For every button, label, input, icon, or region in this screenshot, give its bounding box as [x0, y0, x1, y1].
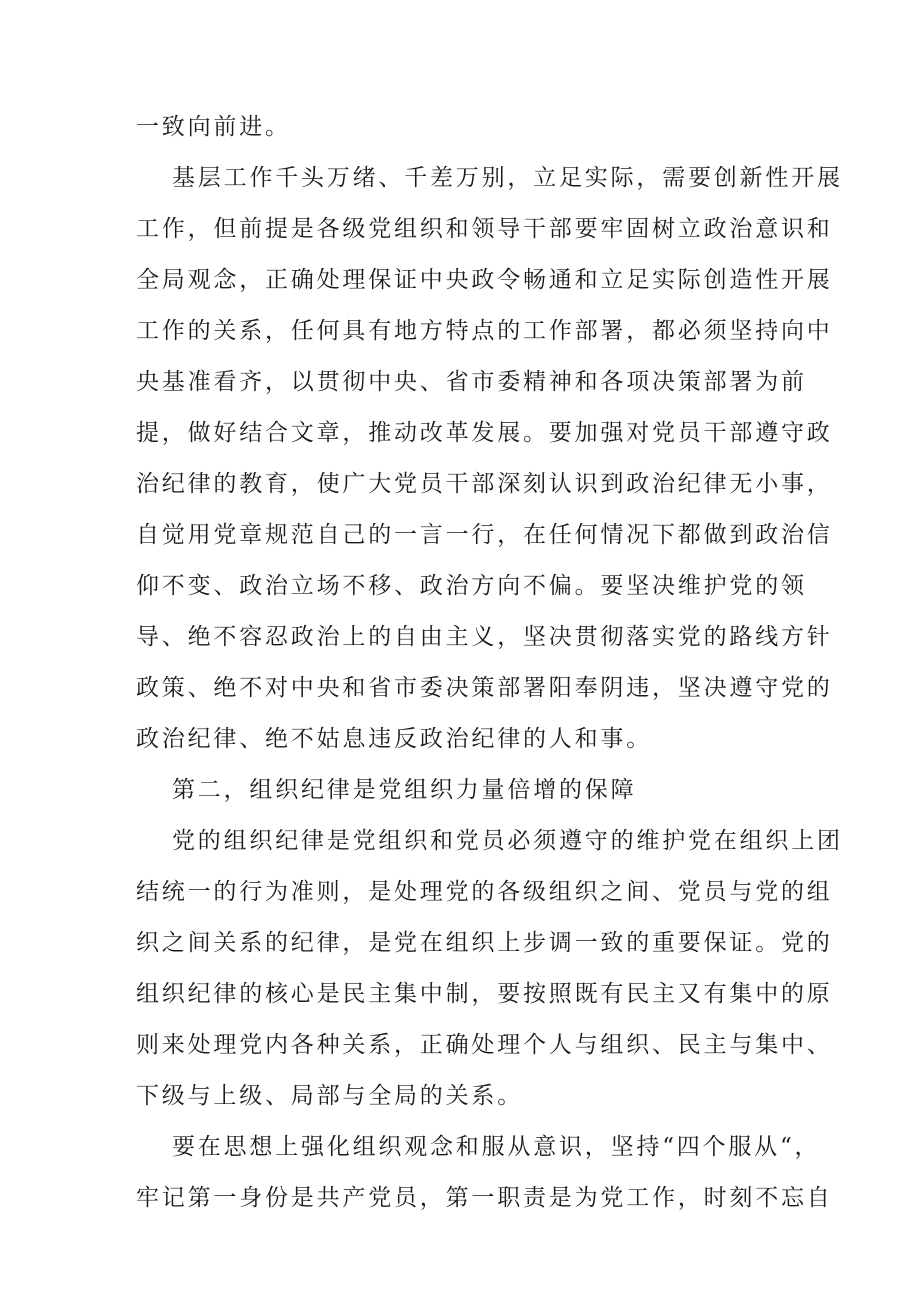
text-line: 工作的关系，任何具有地方特点的工作部署，都必须坚持向中: [136, 318, 833, 344]
text-line: 仰不变、政治立场不移、政治方向不偏。要坚决维护党的领: [136, 573, 807, 599]
text-line: 工作，但前提是各级党组织和领导干部要牢固树立政治意识和: [136, 216, 833, 242]
text-line: 导、绝不容忍政治上的自由主义，坚决贯彻落实党的路线方针: [136, 624, 833, 650]
text-line: 织之间关系的纪律，是党在组织上步调一致的重要保证。党的: [136, 930, 833, 956]
paragraph-first-line: 党的组织纪律是党组织和党员必须遵守的维护党在组织上团: [172, 828, 843, 854]
text-line: 全局观念，正确处理保证中央政令畅通和立足实际创造性开展: [136, 267, 833, 293]
text-line: 治纪律的教育，使广大党员干部深刻认识到政治纪律无小事，: [136, 471, 833, 497]
text-line: 结统一的行为准则，是处理党的各级组织之间、党员与党的组: [136, 879, 833, 905]
text-line: 一致向前进。: [136, 114, 291, 140]
text-line: 政治纪律、绝不姑息违反政治纪律的人和事。: [136, 726, 652, 752]
text-line: 组织纪律的核心是民主集中制，要按照既有民主又有集中的原: [136, 981, 833, 1007]
text-line: 则来处理党内各种关系，正确处理个人与组织、民主与集中、: [136, 1032, 833, 1058]
text-line: 政策、绝不对中央和省市委决策部署阳奉阴违，坚决遵守党的: [136, 675, 833, 701]
text-line: 自觉用党章规范自己的一言一行，在任何情况下都做到政治信: [136, 522, 833, 548]
text-line: 央基准看齐，以贯彻中央、省市委精神和各项决策部署为前: [136, 369, 807, 395]
text-line: 提，做好结合文章，推动改革发展。要加强对党员干部遵守政: [136, 420, 833, 446]
section-heading: 第二，组织纪律是党组织力量倍增的保障: [172, 777, 637, 803]
text-line: 下级与上级、局部与全局的关系。: [136, 1083, 523, 1109]
paragraph-first-line: 基层工作千头万绪、千差万别，立足实际，需要创新性开展: [172, 165, 843, 191]
paragraph-first-line: 要在思想上强化组织观念和服从意识，坚持“四个服从“，: [172, 1134, 821, 1160]
text-line: 牢记第一身份是共产党员，第一职责是为党工作，时刻不忘自: [136, 1185, 833, 1211]
